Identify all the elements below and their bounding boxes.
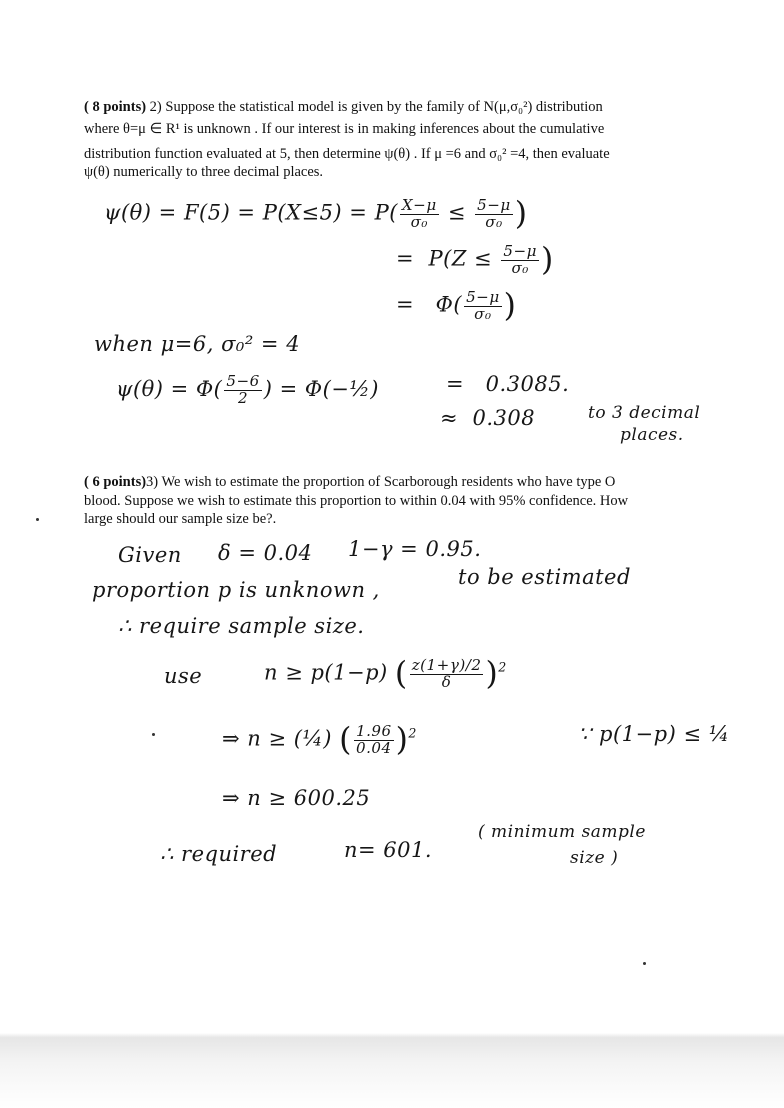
final-answer: n= 601. (344, 838, 433, 862)
require-sample-size: ∴ require sample size. (118, 614, 365, 638)
problem-2-line-3: distribution function evaluated at 5, then determine ψ(θ) . If μ =6 and σ₀² =4, then evaluate (84, 146, 610, 162)
stray-mark (643, 962, 646, 965)
decimal-note-2: places. (620, 425, 684, 445)
problem-3-line-1: ( 6 points)3) We wish to estimate the proportion of Scarborough residents who have type O (84, 474, 616, 490)
psi-definition: ψ(θ) = F(5) = P(X≤5) = P( $\frac{X-\mu}{\text{σ₀}}$ ≤ $\frac{5-\mu}{\text{σ₀}}$ ) (104, 195, 528, 232)
decimal-note: to 3 decimal (588, 403, 701, 423)
phi-step: = Φ( $\frac{5-\mu}{\text{σ₀}}$ ) (396, 287, 517, 324)
given-delta: δ = 0.04 (218, 541, 313, 565)
result-step: ⇒ n ≥ 600.25 (222, 786, 371, 810)
substitution-step: ⇒ n ≥ (¼) ( $\frac{1.96}{0.04}$ )$^2$ (222, 721, 417, 758)
page-bottom-edge (0, 1033, 784, 1108)
when-condition: when μ=6, σ₀² = 4 (94, 332, 301, 356)
problem-2-line-4: ψ(θ) numerically to three decimal places. (84, 164, 324, 180)
given-confidence: 1−γ = 0.95. (348, 537, 482, 561)
minimum-note: ( minimum sample (478, 822, 646, 842)
rounded-value: ≈ 0.308 (440, 406, 536, 430)
stray-mark (36, 518, 39, 521)
proportion-statement: proportion p is unknown , (92, 578, 380, 602)
standardized-fraction: $\frac{X-\mu}{\text{σ₀}}$ (401, 195, 437, 231)
problem-3-line-3: large should our sample size be?. (84, 511, 277, 527)
standard-normal-step: = P(Z ≤ $\frac{5-\mu}{\text{σ₀}}$ ) (396, 241, 554, 278)
problem-2-line-2: where θ=μ ∈ R¹ is unknown . If our interest is in making inferences about the cumulative (84, 121, 605, 137)
stray-mark (152, 733, 155, 736)
problem-3-line-2: blood. Suppose we wish to estimate this proportion to within 0.04 with 95% confidence. How (84, 493, 629, 509)
psi-evaluation: ψ(θ) = Φ( $\frac{5-6}{2}$ ) = Φ(−½) (116, 372, 379, 407)
exact-value: = 0.3085. (446, 372, 570, 396)
use-label: use (164, 664, 203, 688)
sample-size-formula: n ≥ p(1−p) ( $\frac{z(1+\gamma)/2}{\delta}$ )$^2$ (264, 655, 507, 692)
to-be-estimated: to be estimated (458, 565, 631, 589)
given-label: Given (118, 543, 182, 567)
required-label: ∴ required (160, 842, 278, 866)
variance-bound: ∵ p(1−p) ≤ ¼ (578, 722, 730, 746)
problem-2-line-1: ( 8 points) 2) Suppose the statistical model is given by the family of N(μ,σ₀²) distribution (84, 99, 603, 115)
minimum-note-2: size ) (570, 848, 619, 868)
bound-fraction: $\frac{5-\mu}{\text{σ₀}}$ (477, 195, 511, 231)
